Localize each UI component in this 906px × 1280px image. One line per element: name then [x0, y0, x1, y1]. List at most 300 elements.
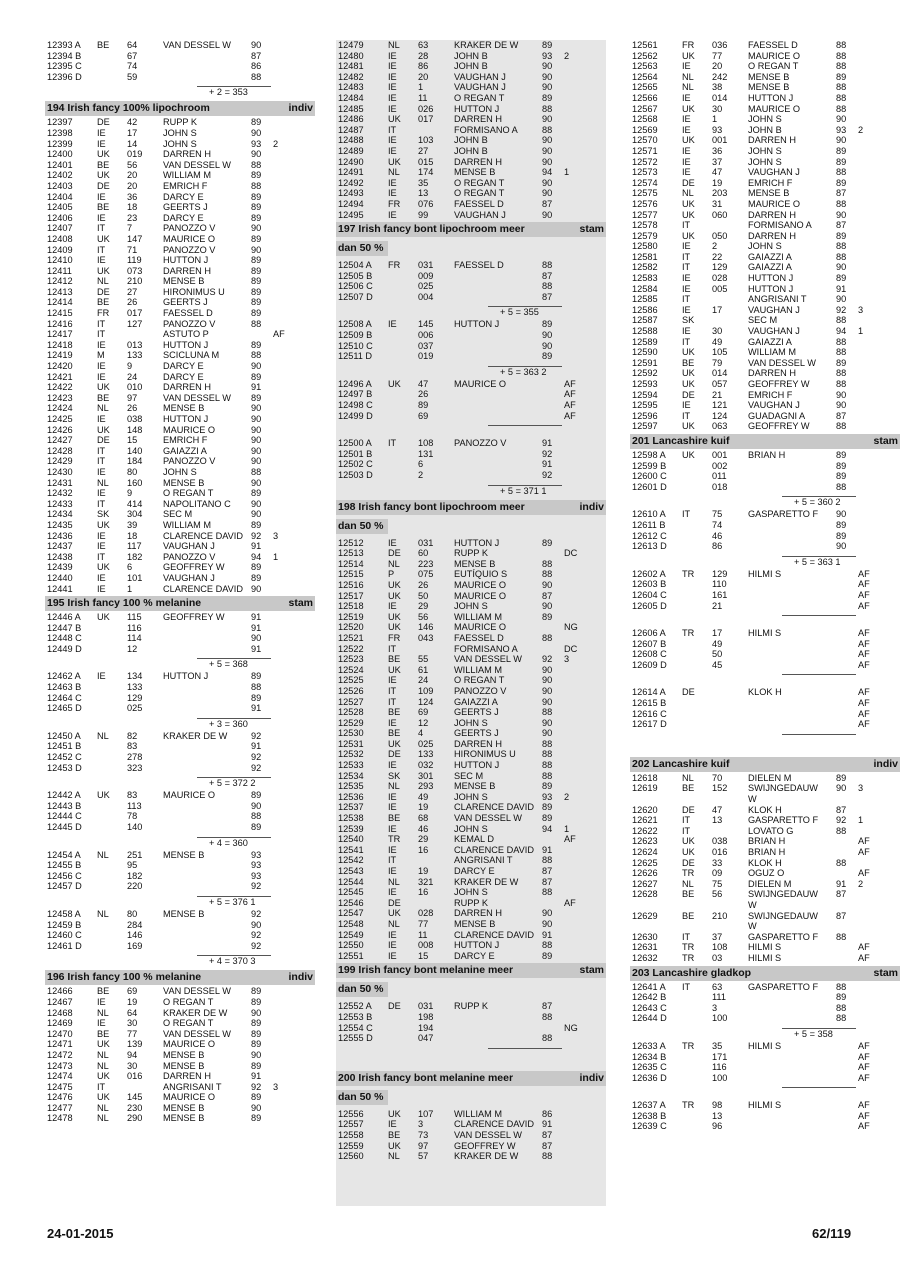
entry-row	[45, 297, 315, 308]
score: 92	[251, 530, 262, 541]
breeder-name	[748, 541, 836, 552]
ring-number: 21	[712, 389, 723, 400]
ring-number: 100	[712, 1013, 728, 1024]
award: AF	[858, 836, 870, 847]
ring-number: 27	[418, 145, 429, 156]
score	[836, 719, 858, 730]
score: 89	[251, 371, 262, 382]
country-code: BE	[388, 1129, 401, 1140]
ring-number: 010	[127, 382, 143, 393]
group-total	[45, 833, 315, 850]
ring-number: 16	[418, 844, 429, 855]
ring-number: 47	[418, 378, 429, 389]
entry-number: 12524	[338, 664, 364, 675]
award	[564, 449, 606, 460]
award	[273, 623, 315, 634]
score: 88	[542, 738, 553, 749]
country-code: NL	[97, 276, 109, 287]
entry-row	[45, 612, 315, 623]
award	[858, 114, 900, 125]
score: 94	[542, 823, 553, 834]
breeder-name: MENSE B	[454, 558, 496, 569]
score: 87	[542, 590, 553, 601]
country-code: IE	[388, 950, 397, 961]
score: 87	[542, 291, 553, 302]
entry-row	[336, 411, 606, 422]
score: 87	[836, 910, 847, 921]
breeder-name	[163, 623, 251, 634]
award	[273, 633, 315, 644]
country-code	[97, 871, 127, 882]
award	[273, 61, 315, 72]
score: 94	[542, 167, 553, 178]
total-divider	[782, 674, 856, 675]
entry-number: 12579	[632, 230, 658, 241]
entry-number: 12583	[632, 273, 658, 284]
ring-number: 101	[127, 572, 143, 583]
entry-row	[45, 361, 315, 372]
score: 89	[251, 790, 262, 801]
entry-number: 12590	[632, 347, 658, 358]
award	[564, 438, 606, 449]
score: 88	[836, 167, 847, 178]
country-code	[97, 752, 127, 763]
award	[564, 199, 606, 210]
entry-number: 12557	[338, 1119, 364, 1130]
class-header	[45, 970, 315, 985]
ring-number: 11	[418, 92, 428, 103]
ring-number: 140	[127, 822, 143, 832]
entry-row	[630, 847, 900, 858]
entry-row	[336, 157, 606, 168]
entry-row	[336, 760, 606, 771]
entry-row	[336, 438, 606, 449]
breeder-name	[748, 992, 836, 1003]
entry-row	[630, 450, 900, 461]
score: 89	[542, 611, 553, 622]
entry-number: 12605 D	[632, 600, 667, 611]
ring-number: 50	[418, 590, 429, 601]
ring-number: 019	[127, 149, 143, 160]
country-code: IE	[682, 124, 691, 135]
ring-number	[712, 719, 748, 730]
ring-number: 110	[712, 579, 727, 590]
entry-number: 12497 B	[338, 389, 373, 400]
breeder-name: SWIJNGEDAUW	[748, 910, 818, 921]
ring-number: 290	[127, 1113, 143, 1124]
breeder-name: SEC M	[748, 315, 778, 326]
score: 88	[542, 940, 553, 951]
ring-number: 80	[127, 466, 138, 477]
country-code: NL	[388, 40, 400, 50]
country-code: UK	[682, 847, 695, 857]
breeder-name	[163, 801, 251, 812]
group-total	[630, 552, 900, 569]
breeder-name	[748, 471, 836, 482]
ring-number: 19	[418, 866, 429, 876]
ring-number: 160	[127, 477, 143, 488]
country-code: UK	[97, 612, 110, 623]
award	[564, 781, 606, 792]
score: 90	[251, 403, 262, 414]
country-code	[682, 1052, 712, 1063]
award	[564, 459, 606, 470]
award	[564, 802, 606, 813]
entry-row	[45, 671, 315, 682]
entry-row	[630, 1052, 900, 1063]
award	[564, 351, 606, 362]
breeder-name: MAURICE O	[454, 378, 507, 389]
ring-number: 56	[418, 611, 429, 622]
award	[564, 675, 606, 686]
ring-number: 42	[127, 117, 138, 128]
country-code: IE	[682, 114, 691, 125]
award	[858, 982, 900, 993]
score: 88	[836, 315, 847, 326]
entry-row	[630, 1003, 900, 1014]
entry-row	[630, 347, 900, 358]
score: 93	[836, 124, 847, 135]
award	[564, 538, 606, 549]
score: 88	[836, 1002, 847, 1013]
country-code: UK	[388, 611, 401, 622]
ring-number: 14	[127, 138, 138, 149]
entry-number: 12548	[338, 918, 364, 929]
breeder-name: JOHN S	[454, 823, 488, 834]
score: 88	[836, 981, 847, 992]
ring-number: 09	[712, 868, 723, 879]
score: 89	[836, 530, 847, 541]
score: 87	[542, 1001, 553, 1012]
score: 87	[836, 220, 847, 231]
entry-row	[45, 372, 315, 383]
entry-row	[336, 351, 606, 362]
award	[273, 860, 315, 871]
breeder-name	[163, 860, 251, 871]
entry-row	[630, 520, 900, 531]
entry-row	[336, 802, 606, 813]
breeder-name: DARREN H	[163, 149, 211, 160]
country-code	[97, 811, 127, 822]
country-code: SK	[682, 315, 695, 326]
entry-row	[45, 623, 315, 634]
ring-number: 301	[418, 770, 434, 781]
breeder-name	[748, 1013, 836, 1024]
entry-number: 12624	[632, 847, 658, 857]
entry-row	[630, 93, 900, 104]
score: 88	[542, 749, 553, 760]
entry-number: 12539	[338, 823, 364, 834]
score: 89	[836, 772, 847, 783]
entry-number: 12488	[338, 135, 364, 146]
breeder-name: MENSE B	[163, 1102, 205, 1113]
ring-number: 71	[127, 244, 138, 255]
ring-number: 24	[418, 675, 429, 686]
country-code: UK	[388, 738, 401, 749]
award	[564, 686, 606, 697]
ring-number	[712, 220, 748, 231]
score	[836, 794, 858, 805]
breeder-name: HUTTON J	[454, 103, 500, 114]
country-code: IE	[97, 127, 106, 138]
ring-number: 19	[127, 996, 138, 1007]
ring-number: 30	[712, 103, 723, 114]
column-1	[45, 40, 315, 1124]
award	[273, 584, 315, 595]
entry-row	[336, 781, 606, 792]
breeder-name	[163, 741, 251, 752]
country-code: IT	[388, 696, 397, 707]
entry-row	[336, 718, 606, 729]
entry-row	[45, 573, 315, 584]
award	[273, 202, 315, 213]
breeder-name: RUPP K	[454, 548, 489, 559]
entry-number: 12455 B	[47, 860, 82, 871]
ring-number: 68	[418, 813, 429, 824]
entry-row	[336, 72, 606, 83]
score: 89	[251, 562, 262, 573]
total-text: + 3 = 360	[209, 718, 248, 729]
country-code: IT	[97, 551, 106, 562]
score: 90	[542, 918, 553, 929]
entry-row	[630, 1073, 900, 1084]
entry-number: 12577	[632, 209, 658, 220]
ring-number: 3	[712, 1002, 718, 1013]
ring-number: 037	[418, 340, 434, 351]
column-3	[630, 40, 900, 1132]
entry-row	[45, 192, 315, 203]
award: AF	[858, 952, 870, 963]
country-code	[682, 461, 712, 472]
country-code: FR	[388, 260, 401, 271]
breeder-name: OGUZ O	[748, 868, 785, 879]
score	[836, 649, 858, 660]
class-title: 202 Lancashire kuif	[632, 757, 730, 770]
entry-row	[630, 719, 900, 730]
entry-row	[45, 541, 315, 552]
award: 2	[858, 124, 864, 135]
entry-row	[336, 40, 606, 51]
breeder-name: HUTTON J	[454, 319, 500, 330]
entry-row	[630, 1041, 900, 1052]
breeder-name: VAUGHAN J	[748, 304, 800, 315]
ring-number: 026	[418, 103, 434, 114]
score: 88	[542, 1033, 553, 1044]
award	[564, 178, 606, 189]
award	[564, 341, 606, 352]
breeder-name: MENSE B	[163, 477, 205, 488]
ring-number: 70	[712, 772, 723, 783]
breeder-name: EMRICH F	[748, 389, 793, 400]
ring-number: 182	[127, 551, 143, 562]
award: 3	[564, 654, 570, 665]
breeder-name	[454, 389, 542, 400]
ring-number: 7	[127, 223, 133, 234]
breeder-name: KLOK H	[748, 687, 782, 698]
ring-number: 63	[712, 981, 723, 992]
country-code: NL	[388, 876, 400, 887]
ring-number	[127, 329, 163, 340]
entry-row	[45, 1039, 315, 1050]
entry-row	[336, 612, 606, 623]
entry-number: 12634 B	[632, 1051, 667, 1062]
entry-row	[630, 167, 900, 178]
ring-number: 203	[712, 188, 728, 199]
entry-row	[336, 125, 606, 136]
entry-row	[45, 941, 315, 952]
breeder-name: HUTTON J	[454, 537, 500, 548]
entry-row	[630, 628, 900, 639]
total-text: + 5 = 355	[500, 307, 539, 318]
country-code: DE	[682, 804, 695, 815]
entry-number: 12492	[338, 177, 364, 188]
entry-number: 12587	[632, 315, 658, 326]
country-code: UK	[388, 1140, 401, 1151]
country-code: SK	[97, 509, 110, 520]
entry-number: 12572	[632, 156, 658, 167]
award	[273, 255, 315, 266]
score	[836, 953, 858, 964]
country-code	[97, 860, 127, 871]
breeder-name: MENSE B	[163, 276, 205, 287]
country-code: IE	[682, 156, 691, 167]
score: 89	[251, 170, 262, 181]
award	[273, 741, 315, 752]
score	[836, 1111, 858, 1122]
entry-row	[630, 709, 900, 720]
breeder-name: VAN DESSEL W	[163, 1028, 231, 1039]
score: 94	[251, 551, 262, 562]
entry-number: 12586	[632, 304, 658, 315]
breeder-name: GEERTS J	[454, 728, 499, 739]
ring-number: 124	[418, 696, 434, 707]
group-total	[45, 892, 315, 909]
entry-row	[336, 292, 606, 303]
entry-number: 12561	[632, 40, 658, 50]
ring-number: 23	[127, 212, 138, 223]
entry-number: 12452 C	[47, 752, 82, 763]
award	[858, 794, 900, 805]
score: 90	[542, 188, 553, 199]
entry-number: 12623	[632, 836, 658, 847]
country-code: IT	[682, 294, 691, 305]
country-code: M	[97, 350, 105, 361]
country-code: BE	[682, 357, 695, 368]
country-code: IE	[97, 671, 106, 682]
breeder-name: VAN DESSEL W	[454, 654, 522, 665]
country-code: IE	[388, 71, 397, 82]
ring-number: 139	[127, 1039, 143, 1050]
score	[836, 1062, 858, 1073]
breeder-name: PANOZZO V	[163, 456, 216, 467]
ring-number: 79	[712, 357, 723, 368]
country-code: IT	[97, 318, 106, 329]
country-code	[682, 541, 712, 552]
entry-row	[45, 149, 315, 160]
award	[273, 149, 315, 160]
entry-number: 12545	[338, 887, 364, 898]
breeder-name: CLARENCE DAVID	[163, 583, 243, 594]
entry-number: 12430	[47, 466, 73, 477]
ring-number: 017	[418, 114, 434, 125]
entry-row	[630, 284, 900, 295]
country-code: NL	[97, 1049, 109, 1060]
ring-number: 073	[127, 265, 143, 276]
breeder-name: GASPARETTO F	[748, 931, 819, 942]
entry-number: 12569	[632, 124, 658, 135]
ring-number: 116	[127, 622, 142, 633]
ring-number: 9	[127, 361, 133, 372]
award: NG	[564, 622, 578, 633]
entry-number: 12468	[47, 1007, 73, 1018]
award	[858, 541, 900, 552]
entry-number: 12480	[338, 50, 364, 61]
score: 89	[251, 339, 262, 350]
entry-number: 12637 A	[632, 1100, 666, 1111]
ring-number: 050	[712, 230, 728, 241]
award	[858, 889, 900, 900]
score: 91	[542, 459, 553, 470]
country-code	[388, 449, 418, 460]
breeder-name	[748, 579, 836, 590]
entry-number: 12644 D	[632, 1013, 667, 1024]
country-code: NL	[388, 558, 400, 569]
award	[273, 72, 315, 83]
entry-row	[630, 294, 900, 305]
breeder-name: BRIAN H	[748, 836, 786, 847]
award: DC	[564, 643, 578, 654]
score: 90	[251, 1007, 262, 1018]
entry-number: 12394 B	[47, 50, 82, 61]
breeder-name: KLOK H	[748, 804, 782, 815]
score: 89	[836, 460, 847, 471]
country-code: IE	[388, 319, 397, 330]
entry-number: 12611 B	[632, 519, 666, 530]
entry-row	[336, 389, 606, 400]
ring-number: 49	[712, 336, 723, 347]
group-total	[45, 82, 315, 99]
award	[273, 790, 315, 801]
ring-number: 30	[127, 1018, 138, 1029]
score: 89	[836, 992, 847, 1003]
ring-number: 30	[712, 326, 723, 337]
entry-row	[336, 749, 606, 760]
score: 89	[251, 233, 262, 244]
award	[858, 178, 900, 189]
score	[836, 660, 858, 671]
entry-number: 12612 C	[632, 530, 667, 541]
entry-row	[336, 114, 606, 125]
score	[836, 1041, 858, 1052]
breeder-name: JOHN S	[748, 156, 782, 167]
breeder-name: GAIAZZI A	[748, 262, 792, 273]
score: 88	[542, 770, 553, 781]
entry-row	[630, 104, 900, 115]
score	[542, 644, 564, 655]
breeder-name: BRIAN H	[748, 847, 786, 857]
country-code: IE	[97, 466, 106, 477]
entry-row	[45, 414, 315, 425]
ring-number: 12	[418, 717, 429, 728]
breeder-name: HUTTON J	[163, 414, 209, 424]
breeder-name: CLARENCE DAVID	[454, 929, 534, 940]
country-code: NL	[97, 908, 109, 919]
ring-number	[712, 921, 748, 932]
award	[273, 499, 315, 510]
entry-row	[336, 707, 606, 718]
country-code	[97, 703, 127, 714]
entry-row	[336, 341, 606, 352]
